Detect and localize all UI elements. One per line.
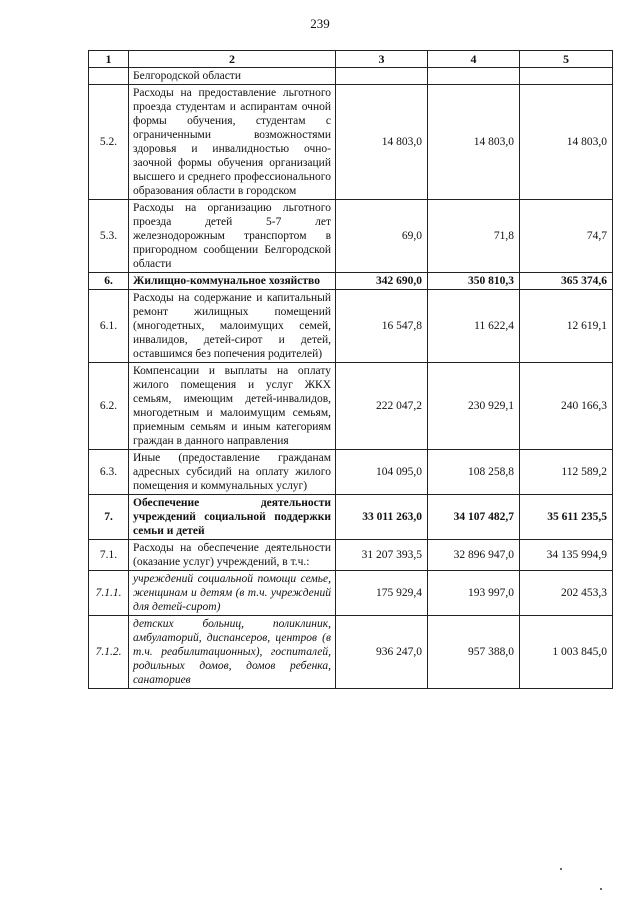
column-header: 4	[428, 51, 520, 68]
value-col5: 112 589,2	[520, 450, 613, 495]
row-description: Белгородской области	[129, 68, 336, 85]
value-col5: 34 135 994,9	[520, 540, 613, 571]
row-number: 7.1.1.	[89, 571, 129, 616]
value-col3: 104 095,0	[336, 450, 428, 495]
value-col3: 175 929,4	[336, 571, 428, 616]
value-col3: 33 011 263,0	[336, 495, 428, 540]
value-col5: 14 803,0	[520, 85, 613, 200]
value-col4	[428, 68, 520, 85]
value-col4: 71,8	[428, 200, 520, 273]
table-row	[89, 273, 613, 290]
row-description: Расходы на предоставление льготного проезда студентам и аспирантам очной формы обучения, студентам с ограниченными возможностями здоровья и инвалидностью очно-заочной формы обучения организаций высшего и среднего профессионального образования области в городском	[129, 85, 336, 200]
row-description: Компенсации и выплаты на оплату жилого помещения и услуг ЖКХ семьям, имеющим детей-инвалидов, многодетным и малоимущим семьям, приемным семьям и иным категориям граждан в данного направления	[129, 363, 336, 450]
table-row	[89, 495, 613, 540]
value-col3: 342 690,0	[336, 273, 428, 290]
value-col5: 365 374,6	[520, 273, 613, 290]
value-col3: 16 547,8	[336, 290, 428, 363]
table-row	[89, 450, 613, 495]
value-col4: 108 258,8	[428, 450, 520, 495]
value-col4: 11 622,4	[428, 290, 520, 363]
row-number: 5.3.	[89, 200, 129, 273]
table-row	[89, 290, 613, 363]
table-row	[89, 68, 613, 85]
table-header-row	[89, 51, 613, 68]
value-col3	[336, 68, 428, 85]
value-col4: 193 997,0	[428, 571, 520, 616]
value-col4: 957 388,0	[428, 616, 520, 689]
table-row	[89, 571, 613, 616]
table-row	[89, 85, 613, 200]
scan-speck	[600, 888, 602, 890]
row-description: детских больниц, поликлиник, амбулаторий, диспансеров, центров (в т.ч. реабилитационных), госпиталей, родильных домов, домов ребенка, санаториев	[129, 616, 336, 689]
row-number: 5.2.	[89, 85, 129, 200]
column-header: 3	[336, 51, 428, 68]
value-col4: 34 107 482,7	[428, 495, 520, 540]
row-number: 6.2.	[89, 363, 129, 450]
table-row	[89, 363, 613, 450]
value-col5: 240 166,3	[520, 363, 613, 450]
row-number: 7.1.	[89, 540, 129, 571]
table-row	[89, 616, 613, 689]
row-description: Расходы на содержание и капитальный ремонт жилищных помещений (многодетных, малоимущих семей, инвалидов, детей-сирот и детей, оставшимся без попечения родителей)	[129, 290, 336, 363]
column-header: 1	[89, 51, 129, 68]
row-number: 6.3.	[89, 450, 129, 495]
value-col4: 230 929,1	[428, 363, 520, 450]
row-number: 6.	[89, 273, 129, 290]
value-col5: 1 003 845,0	[520, 616, 613, 689]
table-row	[89, 200, 613, 273]
value-col5: 202 453,3	[520, 571, 613, 616]
row-description: Иные (предоставление гражданам адресных субсидий на оплату жилого помещения и коммунальных услуг)	[129, 450, 336, 495]
column-header: 5	[520, 51, 613, 68]
budget-table	[88, 50, 613, 689]
value-col3: 14 803,0	[336, 85, 428, 200]
value-col4: 350 810,3	[428, 273, 520, 290]
value-col4: 14 803,0	[428, 85, 520, 200]
row-number: 6.1.	[89, 290, 129, 363]
value-col4: 32 896 947,0	[428, 540, 520, 571]
row-number	[89, 68, 129, 85]
row-description: Расходы на обеспечение деятельности (оказание услуг) учреждений, в т.ч.:	[129, 540, 336, 571]
table-row	[89, 540, 613, 571]
value-col3: 936 247,0	[336, 616, 428, 689]
value-col3: 69,0	[336, 200, 428, 273]
column-header: 2	[129, 51, 336, 68]
value-col5: 35 611 235,5	[520, 495, 613, 540]
value-col5: 12 619,1	[520, 290, 613, 363]
row-number: 7.1.2.	[89, 616, 129, 689]
value-col3: 31 207 393,5	[336, 540, 428, 571]
row-description: Обеспечение деятельности учреждений социальной поддержки семьи и детей	[129, 495, 336, 540]
page-number: 239	[310, 16, 330, 31]
value-col3: 222 047,2	[336, 363, 428, 450]
row-number: 7.	[89, 495, 129, 540]
scan-speck	[560, 868, 562, 870]
row-description: Жилищно-коммунальное хозяйство	[129, 273, 336, 290]
value-col5	[520, 68, 613, 85]
row-description: Расходы на организацию льготного проезда детей 5-7 лет железнодорожным транспортом в пригородном сообщении Белгородской области	[129, 200, 336, 273]
value-col5: 74,7	[520, 200, 613, 273]
row-description: учреждений социальной помощи семье, женщинам и детям (в т.ч. учреждений для детей-сирот)	[129, 571, 336, 616]
